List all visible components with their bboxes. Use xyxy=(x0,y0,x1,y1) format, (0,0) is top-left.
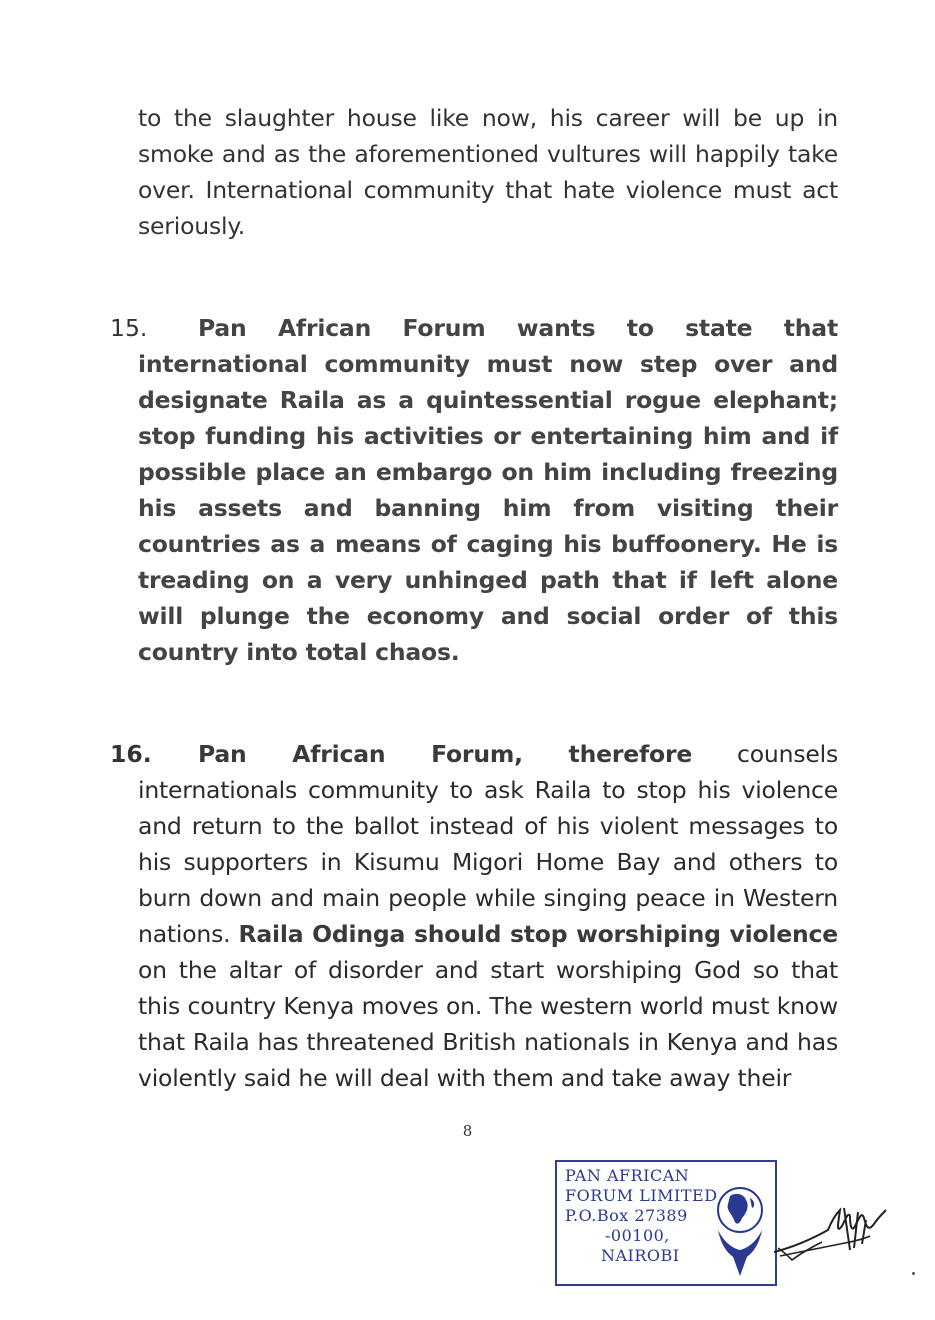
speck xyxy=(912,1272,915,1275)
paragraph-16-number: 16. xyxy=(110,740,152,768)
stamp-line: P.O.Box 27389 xyxy=(565,1206,688,1225)
paragraph-15 xyxy=(138,310,838,670)
signature xyxy=(770,1190,890,1270)
paragraph-16-bold-2: Raila Odinga should stop worshiping violence xyxy=(238,920,838,948)
stamp-line: -00100, xyxy=(605,1226,670,1245)
paragraph-16-text-1: counsels internationals community to ask Raila to stop his violence and return to the ballot instead of his violent messages to his supporters in Kisumu Migori Home Bay and others to burn down and main people while singing peace in Western nations. xyxy=(138,740,838,948)
paragraph-16-text-2: on the altar of disorder and start worshiping God so that this country Kenya moves on. The western world must know that Raila has threatened British nationals in Kenya and has violently said he will deal with them and take away their xyxy=(138,956,838,1092)
page-number: 8 xyxy=(462,1122,473,1140)
company-stamp xyxy=(555,1160,777,1286)
paragraph-16 xyxy=(138,736,838,1096)
stamp-text xyxy=(565,1166,718,1266)
stamp-line: FORUM LIMITED xyxy=(565,1186,718,1205)
globe-logo-icon xyxy=(712,1180,770,1280)
paragraph-16-lead-bold: Pan African Forum, therefore xyxy=(198,740,693,768)
stamp-line: NAIROBI xyxy=(601,1246,680,1265)
paragraph-continuation: to the slaughter house like now, his career will be up in smoke and as the aforementioned vultures will happily take over. International community that hate violence must act seriously. xyxy=(138,104,838,240)
stamp-line: PAN AFRICAN xyxy=(565,1166,690,1185)
paragraph-15-text: Pan African Forum wants to state that international community must now step over and designate Raila as a quintessential rogue elephant; stop funding his activities or entertaining him and if possible place an embargo on him including freezing his assets and banning him from visiting their countries as a means of caging his buffoonery. He is treading on a very unhinged path that if left alone will plunge the economy and social order of this country into total chaos. xyxy=(138,314,838,666)
paragraph-15-number: 15. xyxy=(110,314,148,342)
